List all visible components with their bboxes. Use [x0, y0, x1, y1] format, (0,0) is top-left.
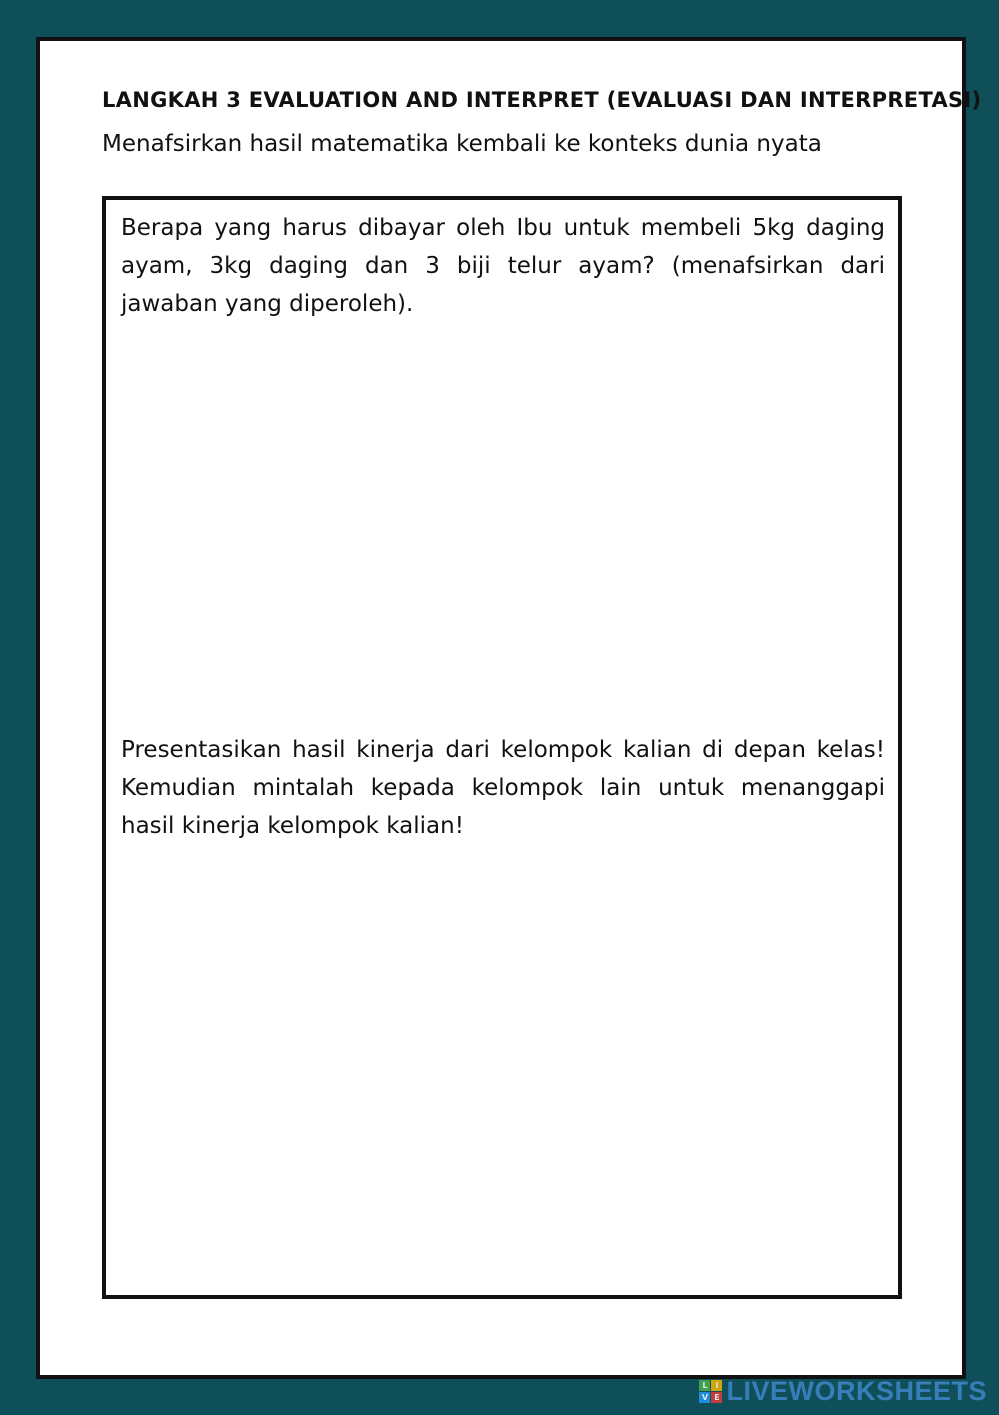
liveworksheets-watermark [699, 1376, 987, 1407]
step-subheading: Menafsirkan hasil matematika kembali ke konteks dunia nyata [102, 131, 822, 157]
step-heading: LANGKAH 3 EVALUATION AND INTERPRET (EVALUASI DAN INTERPRETASI) [102, 88, 982, 112]
logo-cell: V [699, 1392, 710, 1403]
logo-cell: E [711, 1392, 722, 1403]
answer-box [102, 196, 902, 1299]
question-1-text: Berapa yang harus dibayar oleh Ibu untuk membeli 5kg daging ayam, 3kg daging dan 3 biji telur ayam? (menafsirkan dari jawaban yang diperoleh). [121, 215, 885, 317]
worksheet-page [36, 37, 982, 1379]
question-2-answer[interactable] [121, 854, 889, 1278]
question-1-answer[interactable] [121, 332, 889, 716]
liveworksheets-logo-icon [699, 1380, 722, 1403]
watermark-text: LIVEWORKSHEETS [726, 1376, 987, 1406]
logo-cell: I [711, 1380, 722, 1391]
question-2-text: Presentasikan hasil kinerja dari kelompok kalian di depan kelas! Kemudian mintalah kepada kelompok lain untuk menanggapi hasil kinerja kelompok kalian! [121, 737, 885, 839]
logo-cell: L [699, 1380, 710, 1391]
